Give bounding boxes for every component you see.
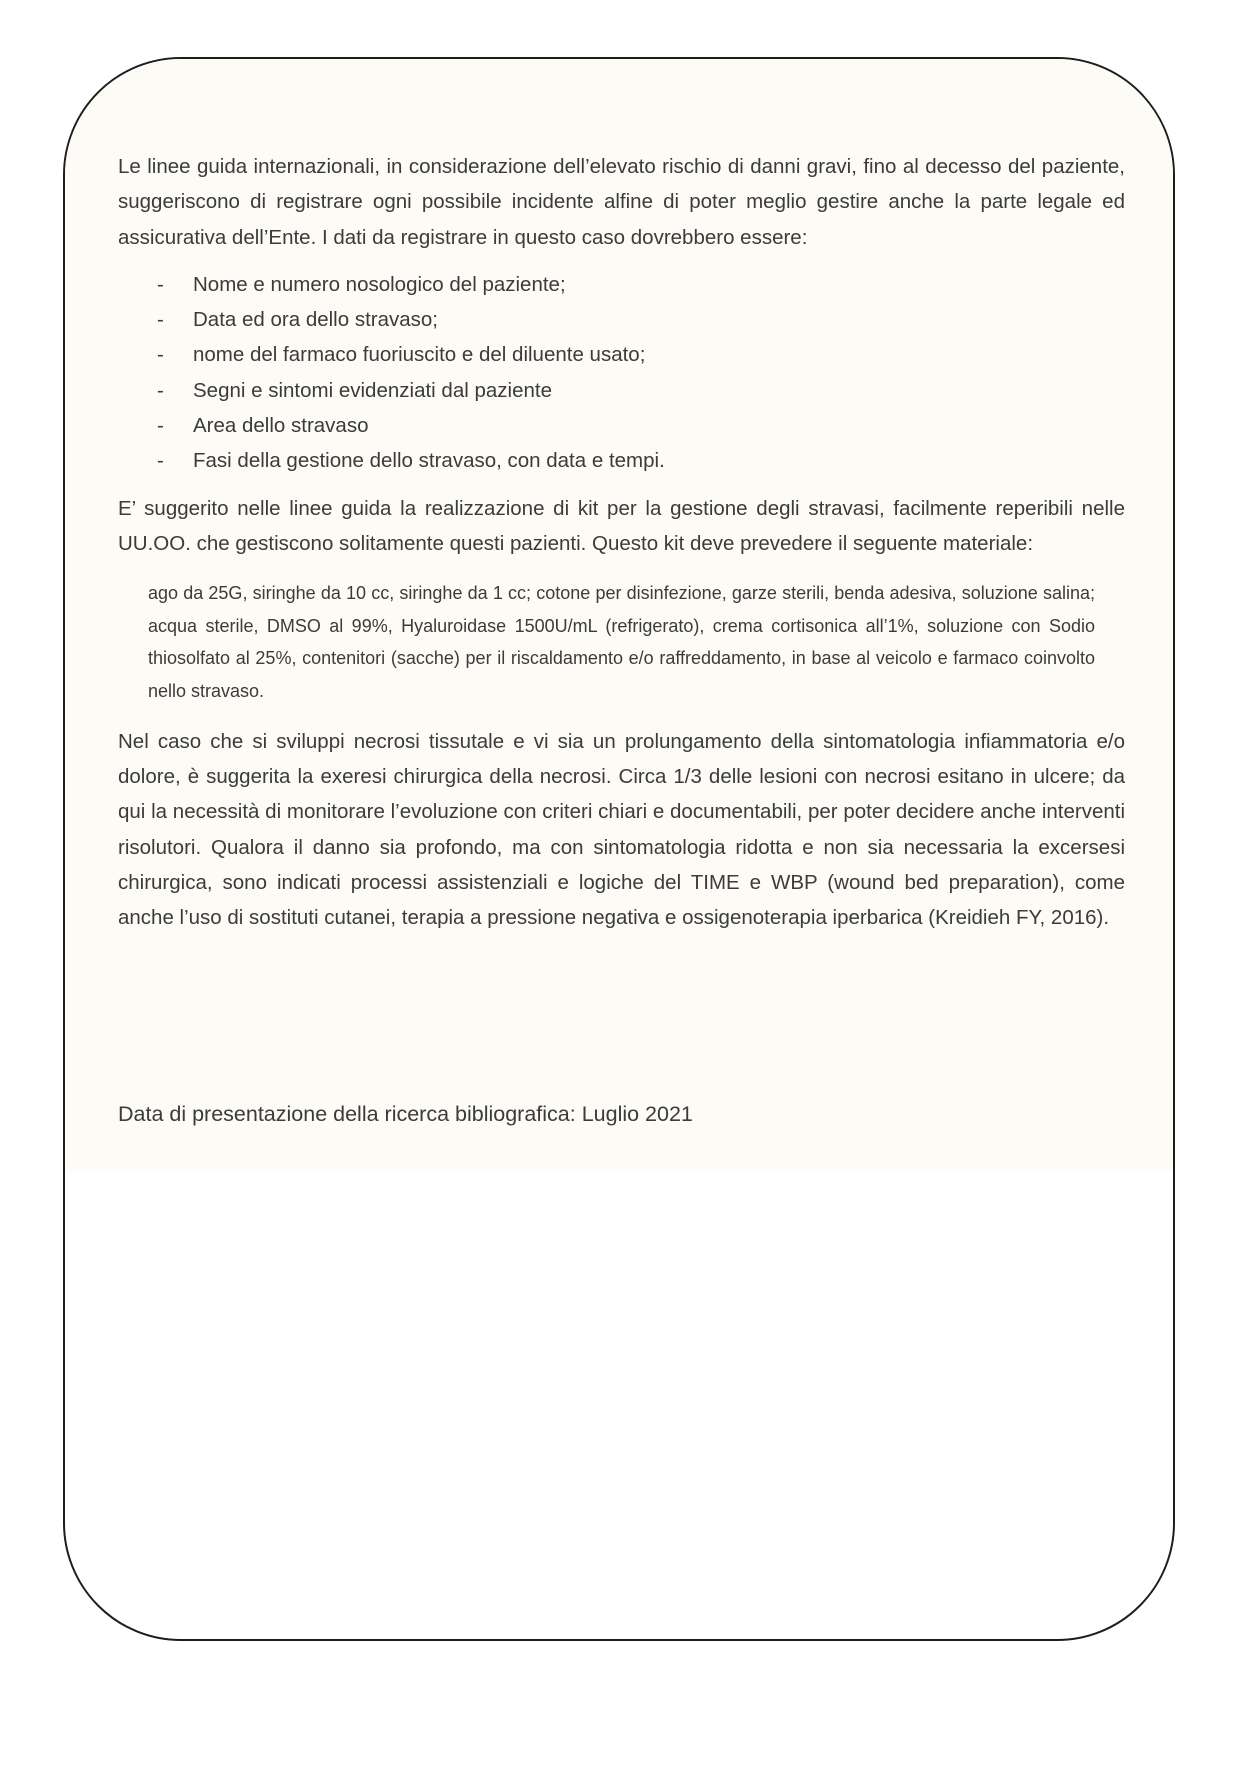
list-item: - Area dello stravaso [118,408,1125,443]
kit-intro-paragraph: E’ suggerito nelle linee guida la realizzazione di kit per la gestione degli stravasi, facilmente reperibili nelle UU.OO. che gestiscono solitamente questi pazienti. Questo kit deve prevedere il seguente materiale: [118,496,1125,555]
list-dash: - [157,414,164,438]
presentation-date: Data di presentazione della ricerca bibliografica: Luglio 2021 [118,1102,693,1126]
list-dash: - [157,272,164,296]
document-body [118,149,1125,935]
list-dash: - [157,449,164,473]
list-item: - Nome e numero nosologico del paziente; [118,267,1125,302]
list-dash: - [157,308,164,332]
list-dash: - [157,343,164,367]
necrosis-paragraph: Nel caso che si sviluppi necrosi tissutale e vi sia un prolungamento della sintomatologia infiammatoria e/o dolore, è suggerita la exeresi chirurgica della necrosi. Circa 1/3 delle lesioni con necrosi esitano in ulcere; da qui la necessità di monitorare l’evoluzione con criteri chiari e documentabili, per poter decidere anche interventi risolutori. Qualora il danno sia profondo, ma con sintomatologia ridotta e non sia necessaria la excersesi chirurgica, sono indicati processi assistenziali e logiche del TIME e WBP (wound bed preparation), come anche l’uso di sostituti cutanei, terapia a pressione negativa e ossigenoterapia iperbarica (Kreidieh FY, 2016). [118,729,1125,930]
data-to-record-list [118,267,1125,479]
list-item: - Fasi della gestione dello stravaso, con data e tempi. [118,443,1125,478]
kit-materials-paragraph: ago da 25G, siringhe da 10 cc, siringhe da 1 cc; cotone per disinfezione, garze sterili, benda adesiva, soluzione salina; acqua sterile, DMSO al 99%, Hyaluroidase 1500U/mL (refrigerato), crema cortisonica all’1%, soluzione con Sodio thiosolfato al 25%, contenitori (sacche) per il riscaldamento e/o raffreddamento, in base al veicolo e farmaco coinvolto nello stravaso. [148,583,1095,702]
list-item: - nome del farmaco fuoriuscito e del diluente usato; [118,337,1125,372]
list-item: - Data ed ora dello stravaso; [118,302,1125,337]
page-frame [63,57,1175,1641]
list-item: - Segni e sintomi evidenziati dal paziente [118,373,1125,408]
intro-paragraph: Le linee guida internazionali, in considerazione dell’elevato rischio di danni gravi, fino al decesso del paziente, suggeriscono di registrare ogni possibile incidente alfine di poter meglio gestire anche la parte legale ed assicurativa dell’Ente. I dati da registrare in questo caso dovrebbero essere: [118,155,1125,249]
list-dash: - [157,378,164,402]
